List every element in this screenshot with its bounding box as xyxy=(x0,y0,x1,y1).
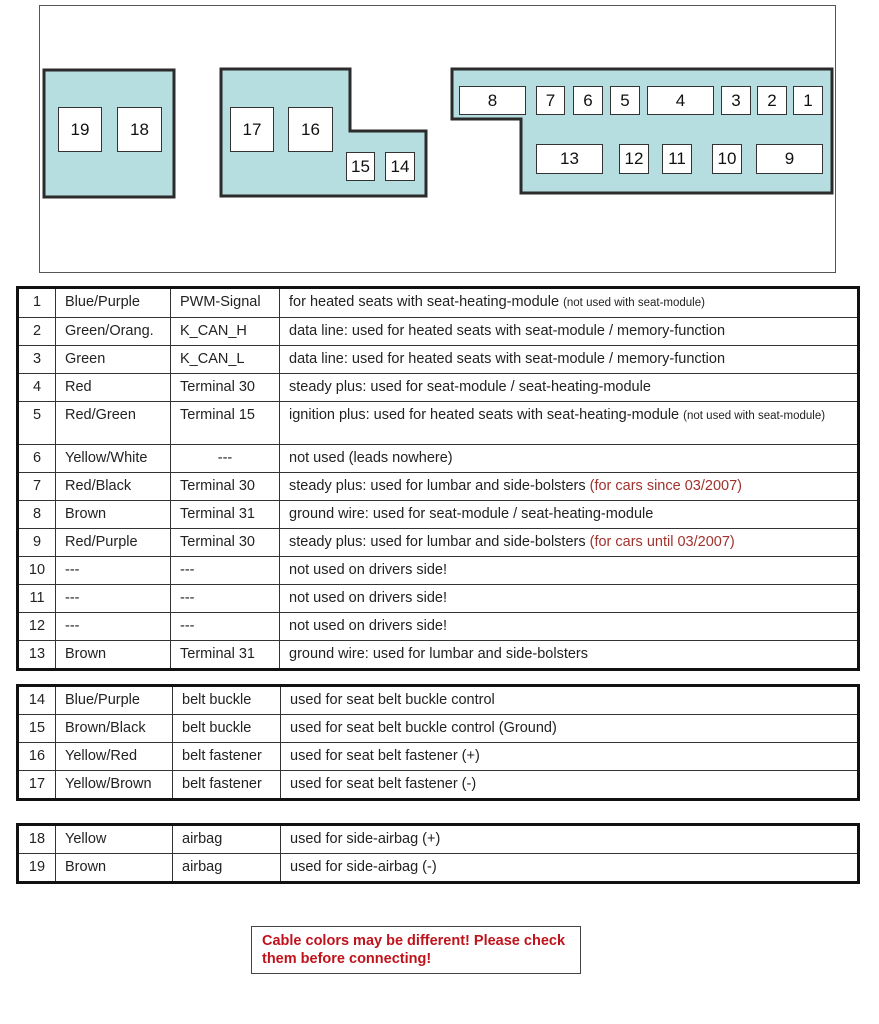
pin-number: 13 xyxy=(18,641,56,670)
pin-number: 10 xyxy=(18,557,56,585)
pin-function: --- xyxy=(171,613,280,641)
pin-19: 19 xyxy=(58,107,102,152)
table-row xyxy=(18,318,859,346)
pin-function: Terminal 30 xyxy=(171,529,280,557)
pin-function: Terminal 15 xyxy=(171,402,280,445)
pin-function: belt fastener xyxy=(173,743,281,771)
pin-number: 8 xyxy=(18,501,56,529)
pin-description: ground wire: used for lumbar and side-bolsters xyxy=(280,641,859,670)
pin-number: 3 xyxy=(18,346,56,374)
wire-color: --- xyxy=(56,557,171,585)
pin-description: steady plus: used for seat-module / seat-heating-module xyxy=(280,374,859,402)
connector-diagram xyxy=(39,5,836,273)
note-small: (not used with seat-module) xyxy=(683,410,826,422)
pin-7: 7 xyxy=(536,86,565,115)
pin-number: 12 xyxy=(18,613,56,641)
pin-description: data line: used for heated seats with seat-module / memory-function xyxy=(280,346,859,374)
pin-number: 17 xyxy=(18,771,56,800)
pin-description: data line: used for heated seats with seat-module / memory-function xyxy=(280,318,859,346)
wire-color: Green xyxy=(56,346,171,374)
wire-color: Yellow/Brown xyxy=(56,771,173,800)
pin-function: K_CAN_L xyxy=(171,346,280,374)
pin-description: not used (leads nowhere) xyxy=(280,445,859,473)
pin-16: 16 xyxy=(288,107,333,152)
table-row xyxy=(18,402,859,445)
table-row xyxy=(18,557,859,585)
wire-color: Red xyxy=(56,374,171,402)
pin-number: 5 xyxy=(18,402,56,445)
table-row xyxy=(18,501,859,529)
pin-4: 4 xyxy=(647,86,714,115)
pin-6: 6 xyxy=(573,86,603,115)
wire-color: Brown xyxy=(56,501,171,529)
pin-11: 11 xyxy=(662,144,692,174)
wire-color: --- xyxy=(56,613,171,641)
pin-17: 17 xyxy=(230,107,274,152)
pin-description: not used on drivers side! xyxy=(280,613,859,641)
wire-color: --- xyxy=(56,585,171,613)
pin-5: 5 xyxy=(610,86,640,115)
pin-15: 15 xyxy=(346,152,375,181)
pin-function: --- xyxy=(171,445,280,473)
pin-8: 8 xyxy=(459,86,526,115)
wire-color: Red/Purple xyxy=(56,529,171,557)
table-row xyxy=(18,585,859,613)
table-row xyxy=(18,613,859,641)
table-row xyxy=(18,686,859,715)
pin-function: Terminal 30 xyxy=(171,374,280,402)
pin-description: ground wire: used for seat-module / seat-heating-module xyxy=(280,501,859,529)
wire-color: Brown xyxy=(56,641,171,670)
pin-description: for heated seats with seat-heating-module (not used with seat-module) xyxy=(280,288,859,318)
pin-description: steady plus: used for lumbar and side-bolsters (for cars since 03/2007) xyxy=(280,473,859,501)
pin-description: used for seat belt fastener (+) xyxy=(281,743,859,771)
pin-number: 7 xyxy=(18,473,56,501)
wire-color: Yellow xyxy=(56,825,173,854)
table-row xyxy=(18,743,859,771)
pin-number: 15 xyxy=(18,715,56,743)
wire-color: Red/Black xyxy=(56,473,171,501)
belt-connector-table xyxy=(16,684,860,801)
pin-function: --- xyxy=(171,585,280,613)
pin-number: 14 xyxy=(18,686,56,715)
table-row xyxy=(18,771,859,800)
pin-12: 12 xyxy=(619,144,649,174)
pin-function: --- xyxy=(171,557,280,585)
airbag-connector-table xyxy=(16,823,860,884)
wire-color: Red/Green xyxy=(56,402,171,445)
pin-description: used for seat belt buckle control (Ground) xyxy=(281,715,859,743)
pin-9: 9 xyxy=(756,144,823,174)
pin-description: used for seat belt buckle control xyxy=(281,686,859,715)
pin-number: 1 xyxy=(18,288,56,318)
pin-description: not used on drivers side! xyxy=(280,557,859,585)
pin-function: PWM-Signal xyxy=(171,288,280,318)
table-row xyxy=(18,445,859,473)
pin-description: used for side-airbag (+) xyxy=(281,825,859,854)
pin-number: 19 xyxy=(18,854,56,883)
wire-color: Brown/Black xyxy=(56,715,173,743)
table-row xyxy=(18,641,859,670)
pin-function: airbag xyxy=(173,825,281,854)
wire-color: Yellow/Red xyxy=(56,743,173,771)
cable-color-warning: Cable colors may be different! Please check them before connecting! xyxy=(251,926,581,974)
pin-2: 2 xyxy=(757,86,787,115)
note-date: (for cars since 03/2007) xyxy=(589,478,742,494)
pin-1: 1 xyxy=(793,86,823,115)
main-connector-table xyxy=(16,286,860,671)
note-date: (for cars until 03/2007) xyxy=(589,534,735,550)
pin-18: 18 xyxy=(117,107,162,152)
pin-function: airbag xyxy=(173,854,281,883)
pin-number: 18 xyxy=(18,825,56,854)
pin-10: 10 xyxy=(712,144,742,174)
pin-function: Terminal 31 xyxy=(171,501,280,529)
table-row xyxy=(18,346,859,374)
wire-color: Blue/Purple xyxy=(56,288,171,318)
pin-description: ignition plus: used for heated seats with seat-heating-module (not used with seat-module) xyxy=(280,402,859,445)
wire-color: Yellow/White xyxy=(56,445,171,473)
pin-function: belt buckle xyxy=(173,715,281,743)
pin-number: 9 xyxy=(18,529,56,557)
pin-description: not used on drivers side! xyxy=(280,585,859,613)
table-row xyxy=(18,529,859,557)
pin-number: 11 xyxy=(18,585,56,613)
wire-color: Blue/Purple xyxy=(56,686,173,715)
pin-function: Terminal 31 xyxy=(171,641,280,670)
pin-function: belt fastener xyxy=(173,771,281,800)
pin-3: 3 xyxy=(721,86,751,115)
table-row xyxy=(18,854,859,883)
table-row xyxy=(18,715,859,743)
table-row xyxy=(18,288,859,318)
table-row xyxy=(18,825,859,854)
pin-13: 13 xyxy=(536,144,603,174)
note-small: (not used with seat-module) xyxy=(563,297,705,309)
table-row xyxy=(18,374,859,402)
pin-function: belt buckle xyxy=(173,686,281,715)
pin-function: K_CAN_H xyxy=(171,318,280,346)
wire-color: Brown xyxy=(56,854,173,883)
pin-number: 2 xyxy=(18,318,56,346)
pin-description: used for seat belt fastener (-) xyxy=(281,771,859,800)
pin-number: 4 xyxy=(18,374,56,402)
pin-number: 6 xyxy=(18,445,56,473)
table-row xyxy=(18,473,859,501)
pin-description: used for side-airbag (-) xyxy=(281,854,859,883)
wire-color: Green/Orang. xyxy=(56,318,171,346)
pin-number: 16 xyxy=(18,743,56,771)
pin-description: steady plus: used for lumbar and side-bolsters (for cars until 03/2007) xyxy=(280,529,859,557)
pin-14: 14 xyxy=(385,152,415,181)
pin-function: Terminal 30 xyxy=(171,473,280,501)
